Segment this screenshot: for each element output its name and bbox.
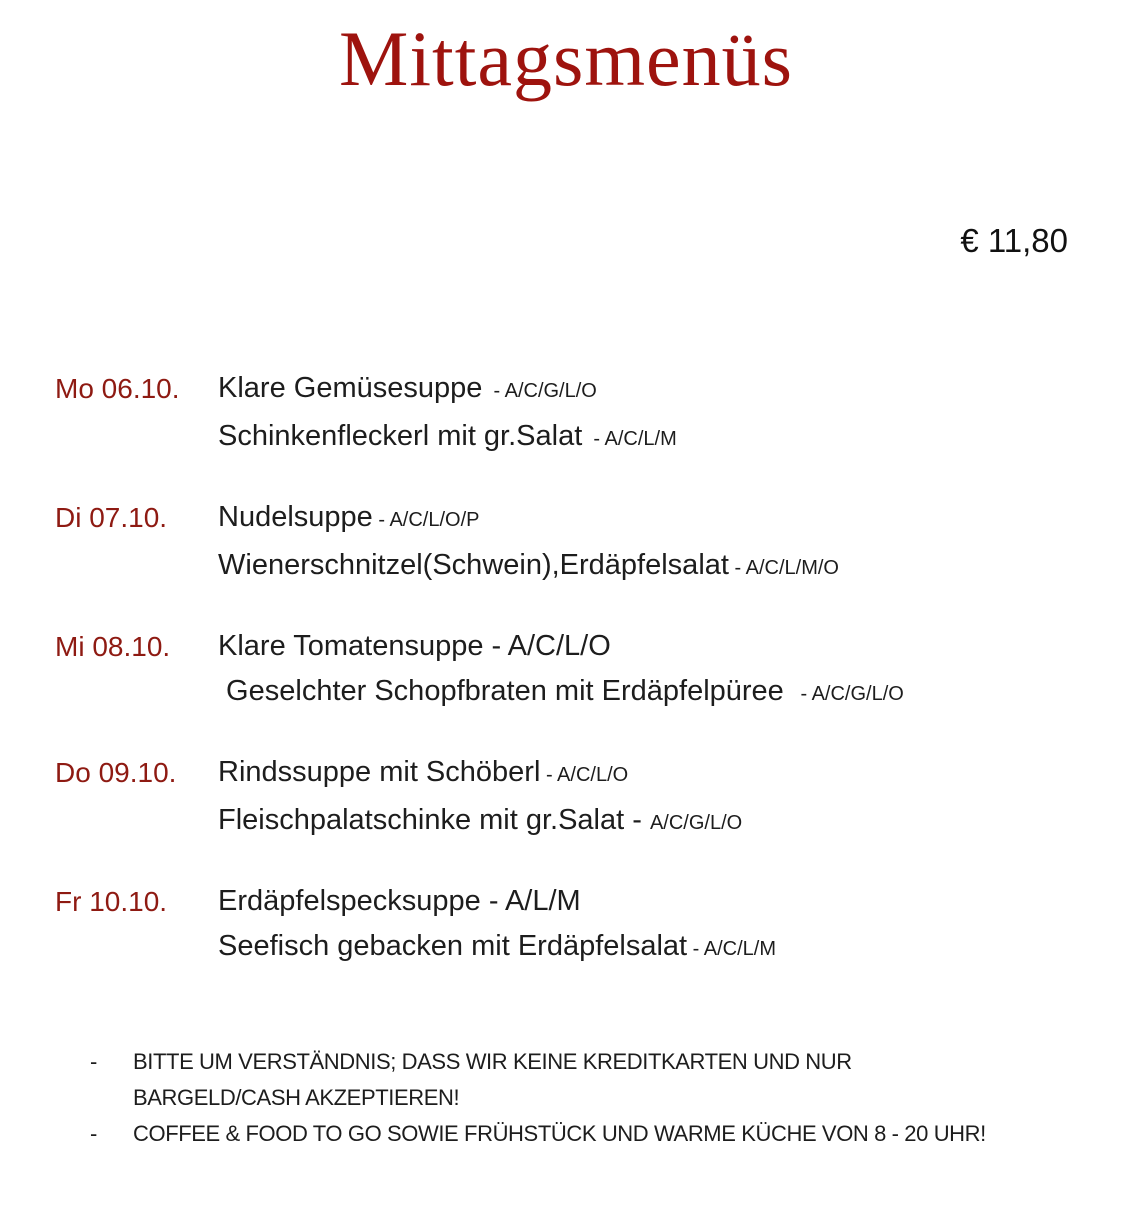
- menu-day-row: [55, 750, 1112, 846]
- dish-name: Geselchter Schopfbraten mit Erdäpfelpüree: [218, 675, 784, 707]
- allergen-code: - A/C/L/M: [582, 428, 677, 450]
- note-text: [133, 1044, 1102, 1116]
- dish-line: [218, 543, 1112, 591]
- note-bullet: -: [90, 1049, 97, 1074]
- day-dishes: [218, 366, 1112, 462]
- day-date-label: Mi 08.10.: [55, 631, 171, 662]
- footer-notes: [90, 1044, 1102, 1152]
- dish-line: [218, 669, 1112, 717]
- allergen-code: - A/C/G/L/O: [783, 683, 904, 705]
- dish-line: [218, 495, 1112, 543]
- allergen-code: - A/C/L/O/P: [372, 509, 480, 531]
- dish-name: Seefisch gebacken mit Erdäpfelsalat: [218, 930, 688, 962]
- allergen-code: - A/C/L/O: [540, 764, 629, 786]
- note-item: [90, 1116, 1102, 1152]
- day-date-label: Do 09.10.: [55, 757, 177, 788]
- note-bullet: -: [90, 1121, 97, 1146]
- day-date-label: Mo 06.10.: [55, 373, 180, 404]
- note-text-line: BITTE UM VERSTÄNDNIS; DASS WIR KEINE KREDITKARTEN UND NUR: [133, 1049, 852, 1074]
- menu-day-row: [55, 624, 1112, 717]
- dish-line: [218, 366, 1112, 414]
- dish-name: Schinkenfleckerl mit gr.Salat: [218, 420, 583, 452]
- day-dishes: [218, 495, 1112, 591]
- note-item: [90, 1044, 1102, 1116]
- menu-day-row: [55, 366, 1112, 462]
- day-dishes: [218, 879, 1112, 972]
- dish-line: [218, 414, 1112, 462]
- dish-name: Erdäpfelspecksuppe - A/L/M: [218, 885, 581, 917]
- allergen-code: - A/C/L/M: [687, 938, 777, 960]
- allergen-code: A/C/G/L/O: [649, 812, 743, 834]
- dish-name: Wienerschnitzel(Schwein),Erdäpfelsalat: [218, 549, 729, 581]
- dish-line: [218, 924, 1112, 972]
- dish-line: [218, 624, 1112, 669]
- menu-day-row: [55, 879, 1112, 972]
- day-date-label: Di 07.10.: [55, 502, 168, 533]
- dish-name: Klare Gemüsesuppe: [218, 372, 483, 404]
- day-dishes: [218, 624, 1112, 717]
- dish-name: Nudelsuppe: [218, 501, 373, 533]
- dish-name: Fleischpalatschinke mit gr.Salat -: [218, 804, 650, 836]
- dish-line: [218, 879, 1112, 924]
- day-dishes: [218, 750, 1112, 846]
- dish-name: Klare Tomatensuppe - A/C/L/O: [218, 630, 611, 662]
- page-title: Mittagsmenüs: [339, 15, 793, 102]
- dish-line: [218, 750, 1112, 798]
- allergen-code: - A/C/L/M/O: [728, 557, 839, 579]
- menu-price: € 11,80: [960, 222, 1068, 259]
- weekly-menu-list: [55, 366, 1112, 1005]
- note-text-line: BARGELD/CASH AKZEPTIEREN!: [133, 1085, 460, 1110]
- dish-name: Rindssuppe mit Schöberl: [218, 756, 541, 788]
- allergen-code: - A/C/G/L/O: [482, 380, 597, 402]
- dish-line: [218, 798, 1112, 846]
- menu-day-row: [55, 495, 1112, 591]
- note-text: [133, 1116, 1102, 1152]
- note-text-line: COFFEE & FOOD TO GO SOWIE FRÜHSTÜCK UND WARME KÜCHE VON 8 - 20 UHR!: [133, 1121, 986, 1146]
- day-date-label: Fr 10.10.: [55, 886, 168, 917]
